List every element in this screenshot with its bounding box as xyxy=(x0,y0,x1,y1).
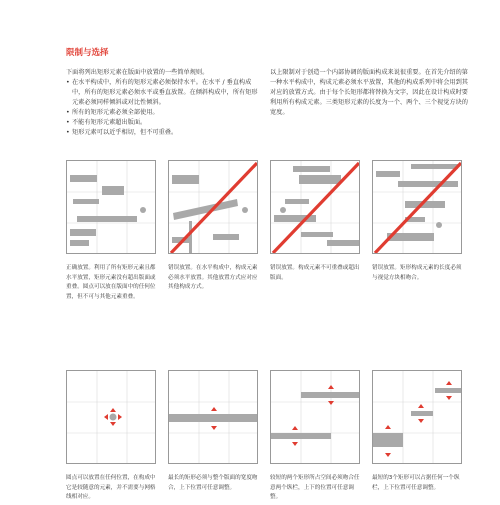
arrow-left-icon xyxy=(104,414,108,420)
diagram-wrong-tilted xyxy=(168,160,258,254)
arrow-up-icon xyxy=(385,425,391,429)
arrow-down-icon xyxy=(446,396,452,400)
rect-element xyxy=(299,175,341,184)
arrow-up-icon xyxy=(446,381,452,385)
rect-element xyxy=(301,392,360,398)
arrow-up-icon xyxy=(418,404,424,408)
arrow-up-icon xyxy=(292,426,298,430)
diagram-medium-rects xyxy=(270,370,360,464)
intro-right-text: 以上限制对于创造一个内部协调的版面构成来说很重要。在首先介绍的第一种水平构成中，构成元素必须水平放置，其他的构成系列中将会用到其对应的放置方式。由于每个长矩形都将替换为文字，因此在设计构成时要利用所有构成元素。三类矩形元素的长度为一个、两个、三个视觉方块的宽度。 xyxy=(270,69,468,116)
caption-wrong-length: 错误放置。矩形构成元素的长度必须与视觉方块相吻合。 xyxy=(372,265,462,281)
diagram-wrong-overlap xyxy=(270,160,360,254)
rect-element xyxy=(70,240,89,246)
dot-element xyxy=(280,207,286,213)
dot-element xyxy=(242,207,248,213)
caption-wrong-tilted: 错误放置。在水平构成中，构成元素必须水平放置。其他放置方式应对应其他构成方式。 xyxy=(168,265,258,290)
rect-element xyxy=(435,388,462,393)
arrow-down-icon xyxy=(292,442,298,446)
rect-element xyxy=(301,232,333,237)
rect-element xyxy=(70,175,97,182)
rule-item: • 所有的矩形元素必须全部使用。 xyxy=(66,108,258,118)
rule-item: • 矩形元素可以近乎相切，但不可重叠。 xyxy=(66,128,258,138)
caption-longest-rect: 最长的矩形必须与整个版面的宽度吻合，上下位置可任意调整。 xyxy=(168,475,258,491)
rect-element xyxy=(213,234,239,240)
rect-element xyxy=(73,199,99,204)
rect-element xyxy=(169,414,258,422)
dot-element xyxy=(110,414,117,421)
arrow-down-icon xyxy=(385,453,391,457)
arrow-up-icon xyxy=(110,408,116,412)
rect-element xyxy=(327,240,360,246)
caption-short-rects: 最短的3个矩形可以占据任何一个纵栏，上下位置可任意调整。 xyxy=(372,475,460,491)
caption-dot-free: 圆点可以放置在任何位置，在构成中它是较随意的元素，并不需要与网格线相对应。 xyxy=(66,475,156,500)
section-title: 限制与选择 xyxy=(66,48,109,58)
arrow-up-icon xyxy=(328,385,334,389)
rect-element xyxy=(77,216,137,222)
arrow-down-icon xyxy=(328,401,334,405)
caption-medium-rects: 较短的两个矩形所占空间必须吻合任意两个纵栏，上下的位置可任意调整。 xyxy=(270,475,360,500)
diagram-longest-rect xyxy=(168,370,258,464)
intro-right-column xyxy=(270,68,470,118)
diagram-wrong-length xyxy=(372,160,462,254)
rect-element xyxy=(373,433,403,447)
intro-lead: 下面将列出矩形元素在版面中放置的一些简单规则。 xyxy=(66,69,209,76)
rect-element xyxy=(376,171,400,177)
diagram-short-rects xyxy=(372,370,462,464)
diagram-correct-horizontal xyxy=(66,160,156,254)
rect-element xyxy=(398,181,458,187)
caption-correct-horizontal: 正确放置。利用了所有矩形元素且都水平放置，矩形元素没有超出版面或重叠。圆点可以放在版面中的任何位置，但不可与其他元素重叠。 xyxy=(66,265,156,300)
rect-element xyxy=(271,433,331,439)
rules-list xyxy=(66,78,258,138)
rule-item: • 在水平构成中，所有的矩形元素必须保持水平。在水平 / 垂直构成中，所有的矩形元素必须水平或垂直放置。在倾斜构成中，所有矩形元素必须同样倾斜或对比性倾斜。 xyxy=(66,78,258,108)
arrow-up-icon xyxy=(211,407,217,411)
arrow-right-icon xyxy=(118,414,122,420)
rect-element xyxy=(411,411,433,416)
arrow-down-icon xyxy=(110,422,116,426)
rect-element xyxy=(102,186,124,195)
arrow-down-icon xyxy=(211,426,217,430)
rect-element xyxy=(293,166,330,172)
dot-element xyxy=(436,222,442,228)
intro-left-column xyxy=(66,68,258,138)
rect-element xyxy=(172,175,199,184)
rect-element xyxy=(411,164,458,169)
dot-element xyxy=(140,207,146,213)
rect-element xyxy=(70,229,96,236)
caption-wrong-overlap: 错误放置。构成元素不可重叠或超出版面。 xyxy=(270,265,360,281)
rule-item: • 不能有矩形元素超出版面。 xyxy=(66,118,258,128)
diagram-dot-free xyxy=(66,370,156,464)
arrow-down-icon xyxy=(418,419,424,423)
rect-element xyxy=(285,199,309,204)
